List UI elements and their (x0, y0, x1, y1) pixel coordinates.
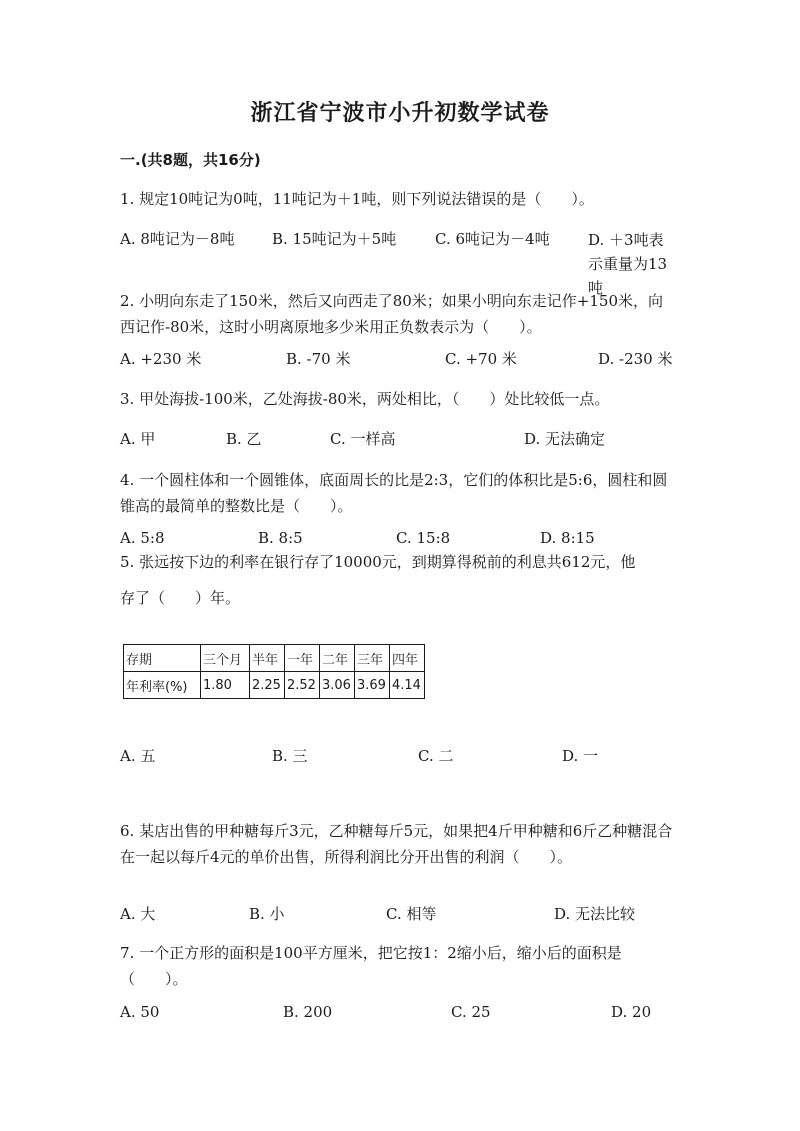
question-4-option-c[interactable]: C. 15:8 (396, 529, 451, 547)
question-5-option-c[interactable]: C. 二 (418, 747, 454, 765)
question-3-option-a[interactable]: A. 甲 (120, 430, 156, 448)
question-5-option-a[interactable]: A. 五 (120, 747, 156, 765)
table-cell: 半年 (250, 645, 285, 672)
question-1-option-d[interactable]: D. ＋3吨表示重量为13吨 (588, 231, 668, 297)
question-1-option-b[interactable]: B. 15吨记为＋5吨 (272, 230, 397, 248)
question-7-text: 7. 一个正方形的面积是100平方厘米，把它按1：2缩小后，缩小后的面积是（ ）。 (120, 944, 622, 988)
table-cell: 存期 (124, 645, 201, 672)
question-4-option-d[interactable]: D. 8:15 (540, 529, 595, 547)
question-3-option-b[interactable]: B. 乙 (226, 430, 262, 448)
question-1-text: 1. 规定10吨记为0吨，11吨记为＋1吨，则下列说法错误的是（ ）。 (120, 190, 594, 208)
question-4-text: 4. 一个圆柱体和一个圆锥体，底面周长的比是2:3，它们的体积比是5:6，圆柱和圆锥高的最简单的整数比是（ ）。 (120, 471, 668, 515)
table-cell: 2.52 (285, 672, 320, 699)
question-5-text-line2: 存了（ ）年。 (120, 589, 241, 607)
question-7-option-c[interactable]: C. 25 (451, 1003, 491, 1021)
table-cell: 3.06 (320, 672, 355, 699)
table-cell: 2.25 (250, 672, 285, 699)
table-cell: 二年 (320, 645, 355, 672)
question-3-option-d[interactable]: D. 无法确定 (524, 430, 606, 448)
table-cell: 4.14 (390, 672, 425, 699)
question-2-text: 2. 小明向东走了150米，然后又向西走了80米；如果小明向东走记作+150米，向西记作-80米，这时小明离原地多少米用正负数表示为（ ）。 (120, 292, 663, 336)
question-7-option-d[interactable]: D. 20 (611, 1003, 652, 1021)
table-row (124, 645, 425, 672)
interest-rate-table (123, 644, 425, 699)
table-cell: 四年 (390, 645, 425, 672)
question-6-option-a[interactable]: A. 大 (120, 905, 156, 923)
question-3-text: 3. 甲处海拔-100米，乙处海拔-80米，两处相比，（ ）处比较低一点。 (120, 390, 610, 408)
question-4-option-b[interactable]: B. 8:5 (258, 529, 303, 547)
table-cell: 三年 (355, 645, 390, 672)
question-2-option-d[interactable]: D. -230 米 (598, 350, 673, 368)
table-row (124, 672, 425, 699)
question-1-option-a[interactable]: A. 8吨记为－8吨 (120, 230, 235, 248)
question-1-option-c[interactable]: C. 6吨记为－4吨 (435, 230, 550, 248)
table-cell: 三个月 (201, 645, 250, 672)
question-4-option-a[interactable]: A. 5:8 (120, 529, 165, 547)
question-6-option-d[interactable]: D. 无法比较 (554, 905, 636, 923)
table-cell: 年利率(%) (124, 672, 201, 699)
question-2-option-b[interactable]: B. -70 米 (286, 350, 351, 368)
question-5-option-d[interactable]: D. 一 (562, 747, 599, 765)
question-6-option-c[interactable]: C. 相等 (386, 905, 437, 923)
question-6-option-b[interactable]: B. 小 (249, 905, 285, 923)
question-5-text-line1: 5. 张远按下边的利率在银行存了10000元，到期算得税前的利息共612元，他 (120, 553, 636, 571)
question-6-text: 6. 某店出售的甲种糖每斤3元，乙种糖每斤5元，如果把4斤甲种糖和6斤乙种糖混合在一起以每斤4元的单价出售，所得利润比分开出售的利润（ ）。 (120, 822, 673, 866)
question-7-option-a[interactable]: A. 50 (120, 1003, 160, 1021)
question-2-option-a[interactable]: A. +230 米 (120, 350, 202, 368)
question-7-option-b[interactable]: B. 200 (283, 1003, 333, 1021)
table-cell: 一年 (285, 645, 320, 672)
page-title: 浙江省宁波市小升初数学试卷 (250, 101, 550, 126)
section-heading: 一.(共8题，共16分) (120, 151, 261, 169)
table-cell: 1.80 (201, 672, 250, 699)
question-5-option-b[interactable]: B. 三 (272, 747, 308, 765)
table-cell: 3.69 (355, 672, 390, 699)
question-2-option-c[interactable]: C. +70 米 (445, 350, 517, 368)
question-3-option-c[interactable]: C. 一样高 (330, 430, 396, 448)
